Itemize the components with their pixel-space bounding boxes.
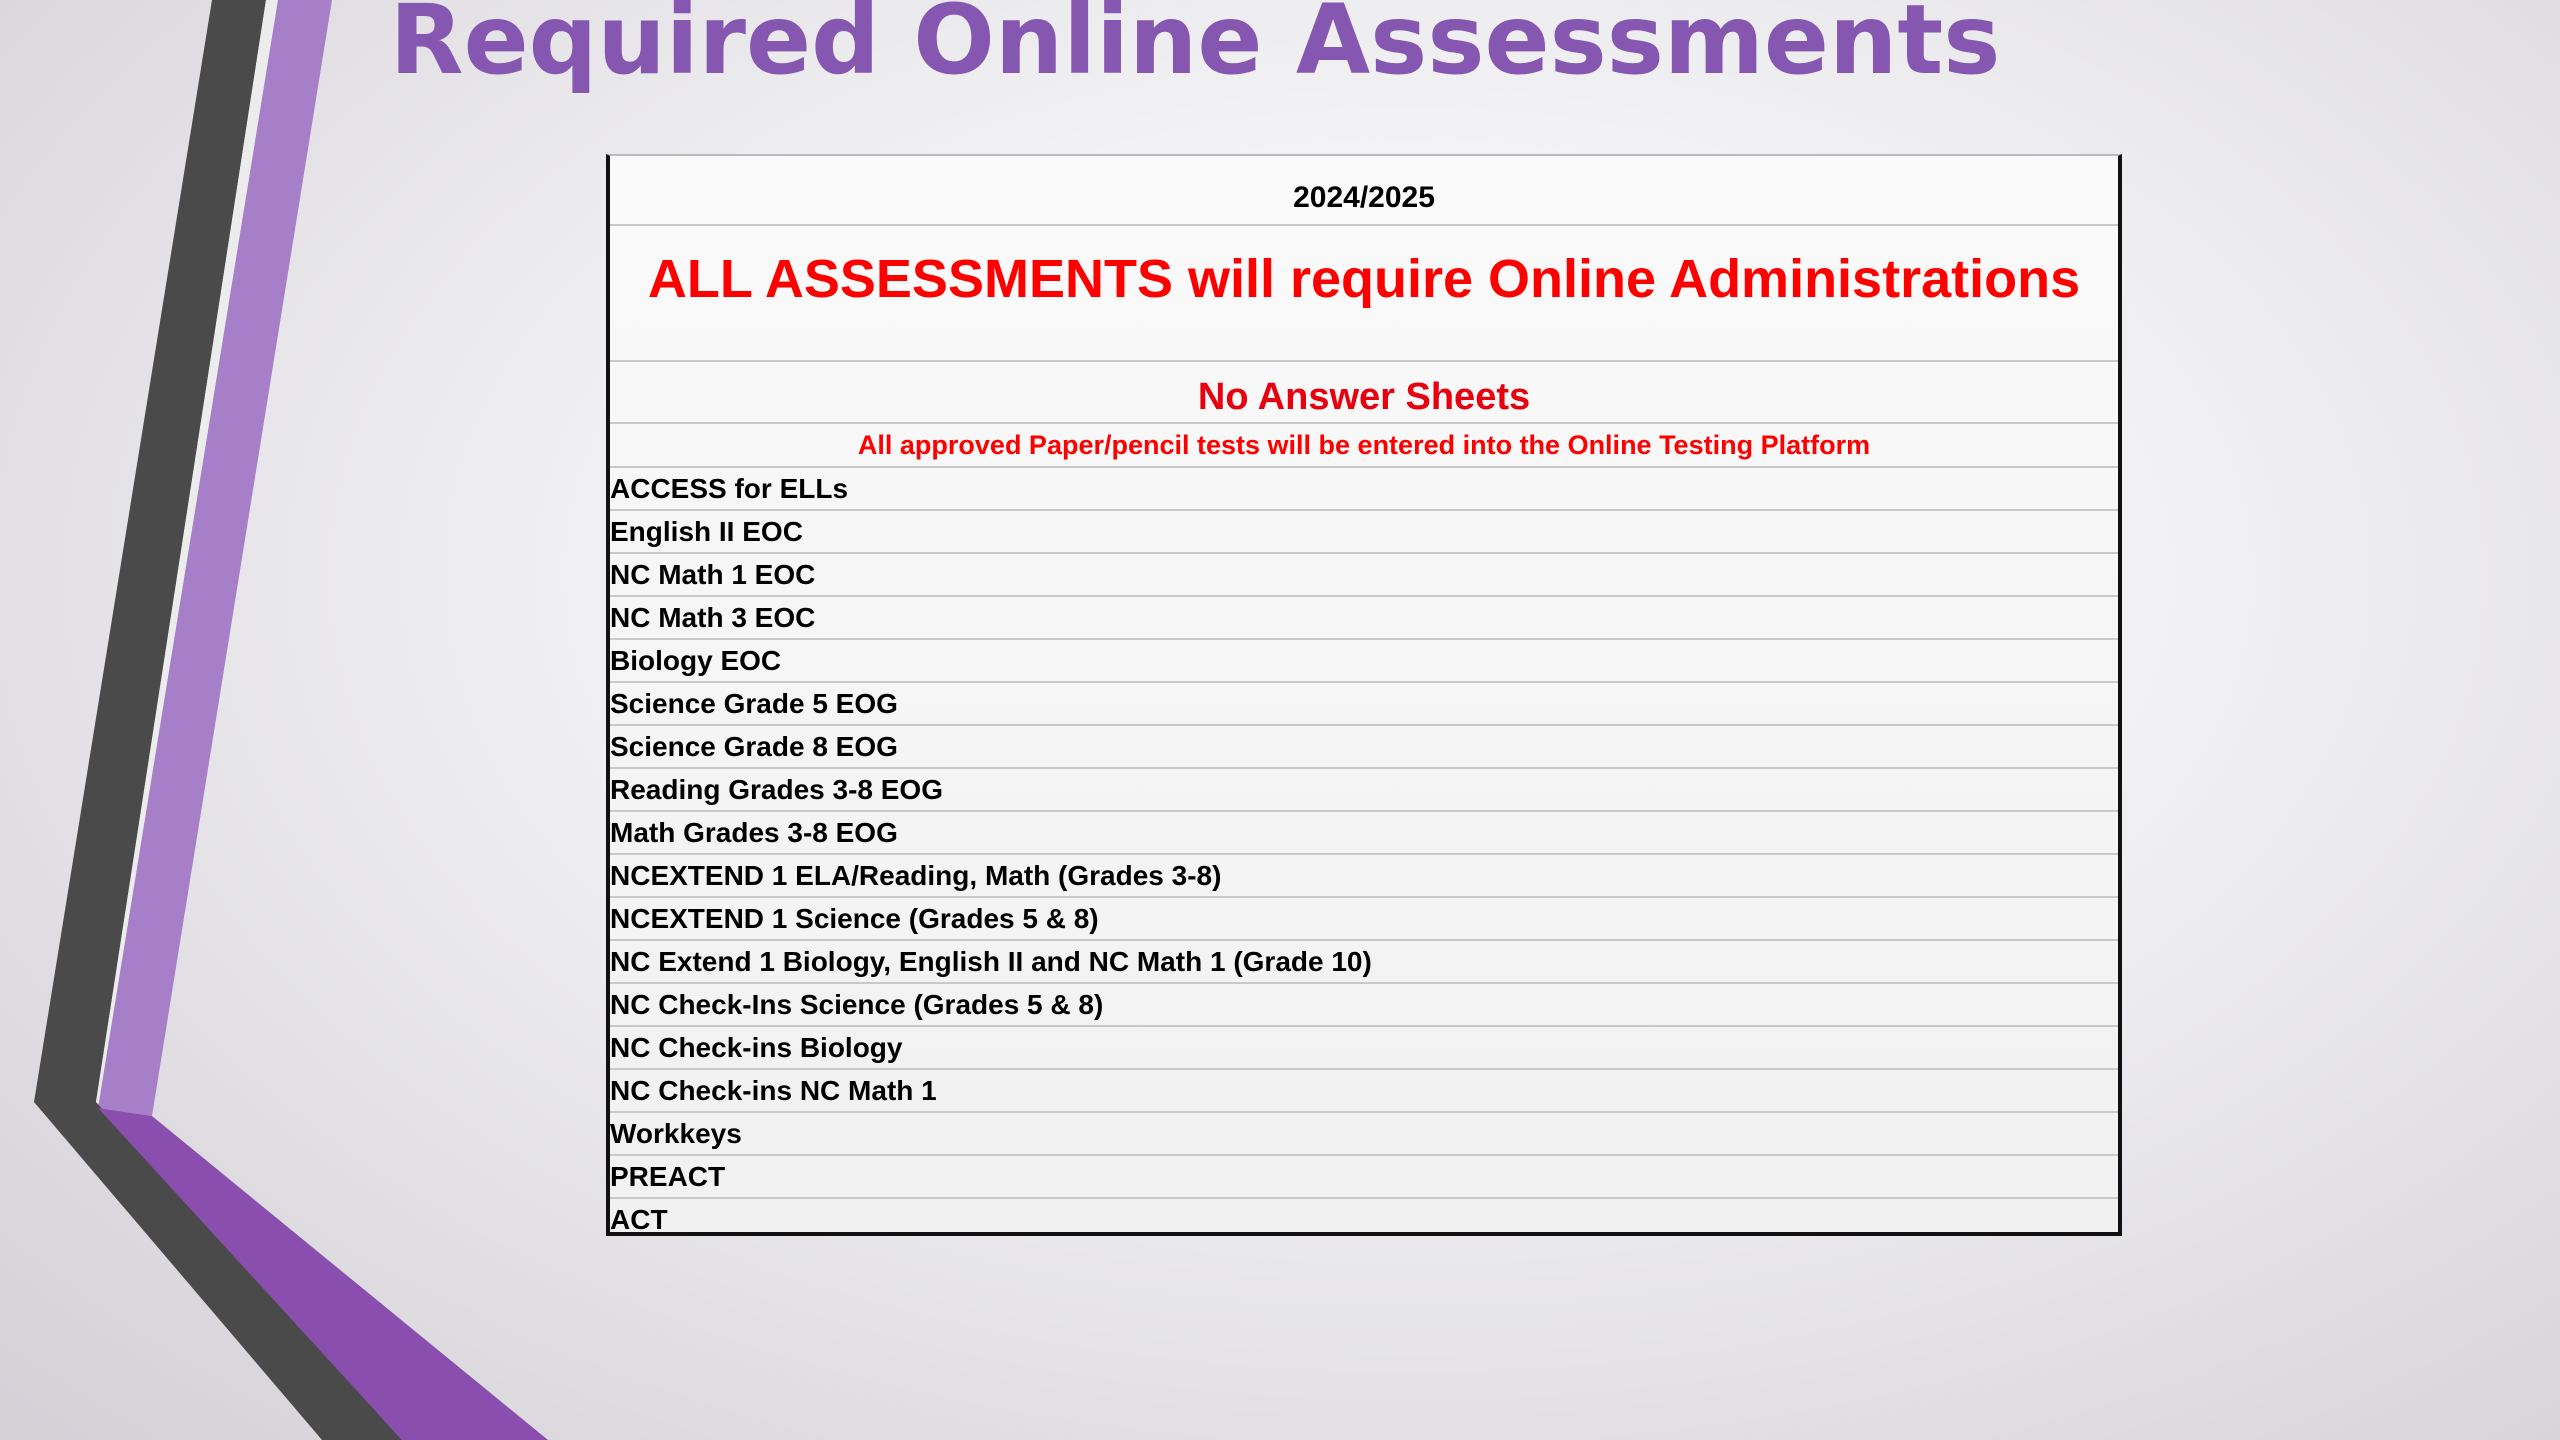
assessment-row: NCEXTEND 1 Science (Grades 5 & 8) bbox=[610, 898, 2118, 941]
assessment-row: NC Check-Ins Science (Grades 5 & 8) bbox=[610, 984, 2118, 1027]
assessment-row: Math Grades 3-8 EOG bbox=[610, 812, 2118, 855]
assessment-row: NC Check-ins NC Math 1 bbox=[610, 1070, 2118, 1113]
slide-title bbox=[0, 0, 2560, 110]
assessment-row: NC Extend 1 Biology, English II and NC Math 1 (Grade 10) bbox=[610, 941, 2118, 984]
slide-title-text: Required Online Assessments bbox=[389, 0, 2001, 96]
assessment-row: Science Grade 5 EOG bbox=[610, 683, 2118, 726]
stripe-dark-vertical bbox=[34, 0, 266, 1102]
assessments-table bbox=[606, 154, 2122, 1236]
stripe-light-gap bbox=[96, 0, 278, 1108]
assessment-row: NC Check-ins Biology bbox=[610, 1027, 2118, 1070]
table-headline: ALL ASSESSMENTS will require Online Administrations bbox=[610, 226, 2118, 362]
stripe-purple-diagonal bbox=[98, 1108, 548, 1440]
assessment-row: Science Grade 8 EOG bbox=[610, 726, 2118, 769]
assessment-row: PREACT bbox=[610, 1156, 2118, 1199]
table-subheading: No Answer Sheets bbox=[610, 362, 2118, 424]
table-note: All approved Paper/pencil tests will be entered into the Online Testing Platform bbox=[610, 424, 2118, 468]
assessment-row: Workkeys bbox=[610, 1113, 2118, 1156]
assessment-row: ACT bbox=[610, 1204, 668, 1235]
table-year: 2024/2025 bbox=[610, 156, 2118, 226]
assessment-row: English II EOC bbox=[610, 511, 2118, 554]
assessment-row: ACCESS for ELLs bbox=[610, 468, 2118, 511]
stripe-dark-diagonal bbox=[34, 1102, 402, 1440]
assessment-row: Biology EOC bbox=[610, 640, 2118, 683]
assessment-row: NC Math 3 EOC bbox=[610, 597, 2118, 640]
assessment-row: NCEXTEND 1 ELA/Reading, Math (Grades 3-8) bbox=[610, 855, 2118, 898]
stripe-purple-vertical bbox=[98, 0, 332, 1116]
assessment-row: Reading Grades 3-8 EOG bbox=[610, 769, 2118, 812]
assessment-row: NC Math 1 EOC bbox=[610, 554, 2118, 597]
